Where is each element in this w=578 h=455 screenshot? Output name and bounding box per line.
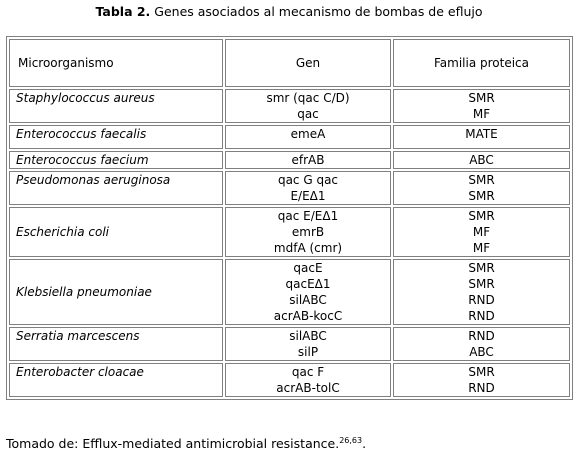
family-value: SMR xyxy=(468,189,495,203)
caption-title: Genes asociados al mecanismo de bombas de eflujo xyxy=(150,4,483,19)
gene-value: emeA xyxy=(290,127,326,141)
family-cell xyxy=(393,363,570,397)
family-value: SMR xyxy=(468,209,495,223)
footnote-refs: 26,63 xyxy=(339,435,363,445)
organism-cell: Staphylococcus aureus xyxy=(9,89,223,123)
caption-label: Tabla 2. xyxy=(95,4,151,19)
table-row xyxy=(9,259,570,325)
table-row xyxy=(9,363,570,397)
gene-cell xyxy=(225,89,391,123)
gene-cell xyxy=(225,259,391,325)
table-header-row xyxy=(9,39,570,87)
organism-cell: Enterococcus faecalis xyxy=(9,125,223,149)
gene-value: qac G qac xyxy=(277,173,339,187)
organism-cell: Klebsiella pneumoniae xyxy=(9,259,223,325)
family-value: RND xyxy=(468,293,495,307)
table-row xyxy=(9,151,570,169)
family-value: MF xyxy=(472,107,491,121)
gene-cell xyxy=(225,207,391,257)
family-value: SMR xyxy=(468,277,495,291)
family-cell xyxy=(393,171,570,205)
gene-value: silABC xyxy=(289,329,327,343)
family-value: MF xyxy=(472,225,491,239)
organism-cell: Pseudomonas aeruginosa xyxy=(9,171,223,205)
header-microorganismo: Microorganismo xyxy=(9,39,223,87)
family-value: RND xyxy=(468,309,495,323)
table-row xyxy=(9,327,570,361)
family-cell xyxy=(393,327,570,361)
footnote-end: . xyxy=(362,436,367,451)
organism-cell: Enterococcus faecium xyxy=(9,151,223,169)
footnote-text: Tomado de: Efflux-mediated antimicrobial resistance. xyxy=(6,436,340,451)
family-value: SMR xyxy=(468,91,495,105)
source-footnote xyxy=(6,436,366,452)
family-cell xyxy=(393,259,570,325)
gene-cell xyxy=(225,151,391,169)
gene-cell xyxy=(225,125,391,149)
gene-value: silABC xyxy=(289,293,327,307)
family-value: ABC xyxy=(469,153,494,167)
gene-value: mdfA (cmr) xyxy=(273,241,343,255)
table-row xyxy=(9,89,570,123)
gene-cell xyxy=(225,327,391,361)
family-cell xyxy=(393,89,570,123)
header-familia: Familia proteica xyxy=(393,39,570,87)
gene-value: smr (qac C/D) xyxy=(266,91,350,105)
family-cell xyxy=(393,125,570,149)
header-gen: Gen xyxy=(225,39,391,87)
organism-cell: Escherichia coli xyxy=(9,207,223,257)
gene-value: qac F xyxy=(291,365,325,379)
gene-cell xyxy=(225,171,391,205)
gene-value: acrAB-kocC xyxy=(273,309,343,323)
table-caption xyxy=(0,4,578,20)
gene-value: efrAB xyxy=(291,153,325,167)
table-row xyxy=(9,125,570,149)
family-cell xyxy=(393,207,570,257)
family-value: RND xyxy=(468,381,495,395)
gene-value: qac xyxy=(297,107,319,121)
organism-cell: Enterobacter cloacae xyxy=(9,363,223,397)
gene-value: qacEΔ1 xyxy=(285,277,331,291)
table-row xyxy=(9,207,570,257)
family-value: SMR xyxy=(468,261,495,275)
gene-value: E/EΔ1 xyxy=(290,189,326,203)
family-value: SMR xyxy=(468,173,495,187)
organism-cell: Serratia marcescens xyxy=(9,327,223,361)
table-row xyxy=(9,171,570,205)
family-value: ABC xyxy=(469,345,494,359)
family-value: MF xyxy=(472,241,491,255)
gene-value: emrB xyxy=(291,225,325,239)
family-cell xyxy=(393,151,570,169)
gene-value: qacE xyxy=(293,261,323,275)
gene-value: silP xyxy=(297,345,319,359)
family-value: MATE xyxy=(465,127,498,141)
family-value: RND xyxy=(468,329,495,343)
gene-cell xyxy=(225,363,391,397)
genes-table xyxy=(6,36,573,400)
gene-value: qac E/EΔ1 xyxy=(277,209,339,223)
gene-value: acrAB-tolC xyxy=(276,381,340,395)
family-value: SMR xyxy=(468,365,495,379)
